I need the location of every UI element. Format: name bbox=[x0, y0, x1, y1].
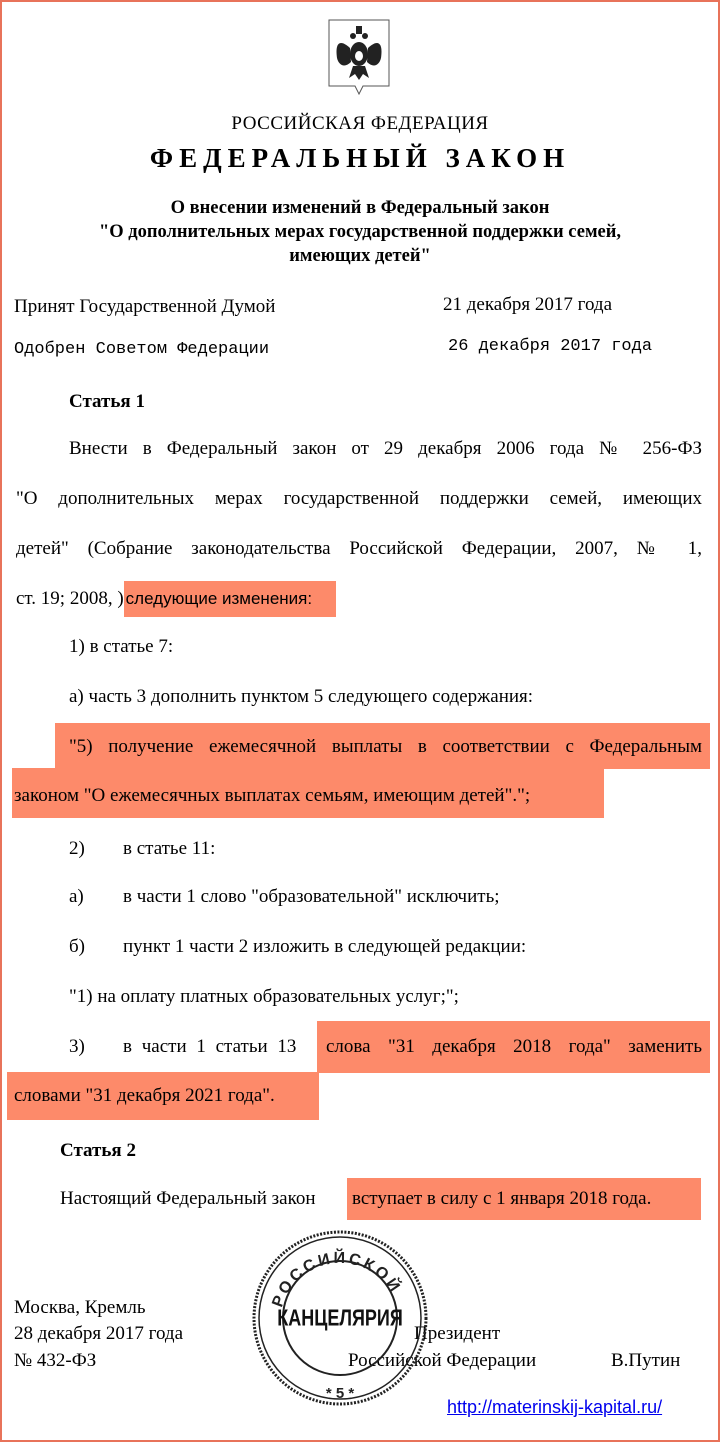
item-1a: а) часть 3 дополнить пунктом 5 следующего содержания: bbox=[69, 686, 534, 707]
article-1-line-4 bbox=[16, 588, 336, 617]
article-1-line-1: Внести в Федеральный закон от 29 декабря 2006 года № 256-ФЗ bbox=[69, 438, 702, 459]
article-1-line-2: "О дополнительных мерах государственной поддержки семей, имеющих bbox=[16, 488, 702, 509]
signing-place: Москва, Кремль bbox=[14, 1297, 146, 1318]
council-approval-date: 26 декабря 2017 года bbox=[448, 337, 653, 356]
council-approval-label: Одобрен Советом Федерации bbox=[14, 340, 270, 359]
stamp-arc-text: РОССИЙСКОЙ bbox=[269, 1249, 405, 1310]
item-2b-quote: "1) на оплату платных образовательных услуг;"; bbox=[69, 986, 459, 1007]
item-2b-text: пункт 1 части 2 изложить в следующей редакции: bbox=[123, 936, 527, 957]
law-title-line-1: О внесении изменений в Федеральный закон bbox=[170, 198, 550, 218]
stamp-center-text: КАНЦЕЛЯРИЯ bbox=[277, 1305, 403, 1332]
item-3-highlight-line-2: словами "31 декабря 2021 года". bbox=[14, 1085, 275, 1106]
signing-date: 28 декабря 2017 года bbox=[14, 1323, 184, 1344]
official-stamp-icon bbox=[250, 1228, 430, 1408]
source-link[interactable]: http://materinskij-kapital.ru/ bbox=[447, 1397, 663, 1417]
coat-of-arms-icon bbox=[327, 18, 391, 98]
duma-adoption-label: Принят Государственной Думой bbox=[14, 296, 276, 317]
item-2a-number: а) bbox=[69, 886, 84, 907]
item-1a-quote-line-1: "5) получение ежемесячной выплаты в соответствии с Федеральным bbox=[69, 736, 702, 757]
document-type: ФЕДЕРАЛЬНЫЙ ЗАКОН bbox=[149, 143, 571, 173]
signer-title-line-2: Российской Федерации bbox=[348, 1350, 537, 1371]
article-1-line-3: детей" (Собрание законодательства Российской Федерации, 2007, № 1, bbox=[16, 538, 702, 559]
article-1-heading: Статья 1 bbox=[69, 391, 145, 412]
article-2-heading: Статья 2 bbox=[60, 1140, 136, 1161]
highlight-following-changes: следующие изменения: bbox=[124, 581, 336, 617]
article-2-text-highlight: вступает в силу с 1 января 2018 года. bbox=[352, 1188, 652, 1209]
law-number: № 432-ФЗ bbox=[14, 1350, 97, 1371]
signer-name: В.Путин bbox=[611, 1350, 681, 1371]
item-3-number: 3) bbox=[69, 1036, 85, 1057]
signer-title-line-1: Президент bbox=[414, 1323, 501, 1344]
item-1a-quote-line-2: законом "О ежемесячных выплатах семьям, имеющим детей"."; bbox=[14, 785, 531, 806]
svg-text:РОССИЙСКОЙ bbox=[269, 1248, 406, 1309]
item-2a-text: в части 1 слово "образовательной" исключить; bbox=[123, 886, 500, 907]
article-1-line-4-plain: ст. 19; 2008, ) bbox=[16, 588, 124, 609]
item-2b-number: б) bbox=[69, 936, 85, 957]
duma-adoption-date: 21 декабря 2017 года bbox=[443, 294, 613, 315]
country-name: РОССИЙСКАЯ ФЕДЕРАЦИЯ bbox=[231, 113, 489, 134]
item-3-text: в части 1 статьи 13 bbox=[123, 1036, 297, 1057]
law-title-line-2: "О дополнительных мерах государственной поддержки семей, bbox=[98, 222, 622, 242]
item-2-text: в статье 11: bbox=[123, 838, 216, 859]
law-title-line-3: имеющих детей" bbox=[289, 246, 431, 266]
stamp-bottom-text: * 5 * bbox=[325, 1385, 355, 1402]
item-3-highlight-line-1: слова "31 декабря 2018 года" заменить bbox=[326, 1036, 702, 1057]
article-2-text-plain: Настоящий Федеральный закон bbox=[60, 1188, 316, 1209]
item-1: 1) в статье 7: bbox=[69, 636, 174, 657]
item-2-number: 2) bbox=[69, 838, 85, 859]
